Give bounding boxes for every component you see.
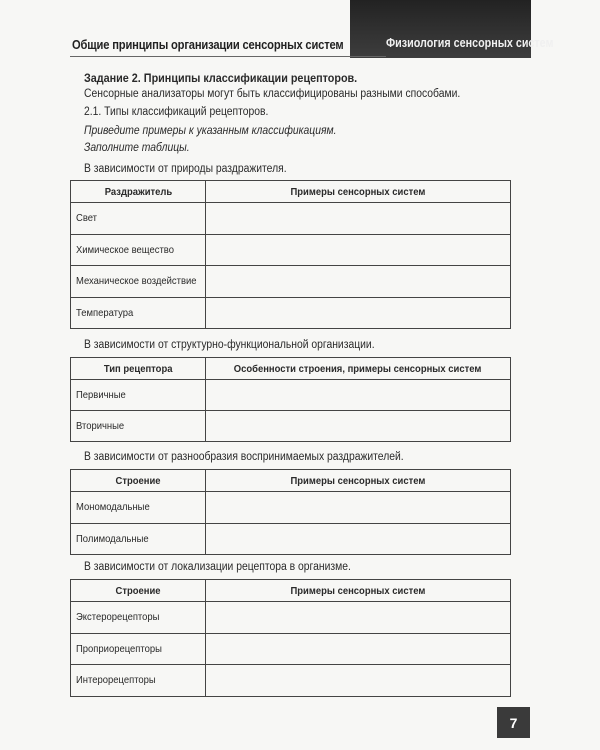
- table-row: [71, 523, 511, 555]
- table-header-cell: Строение: [71, 470, 206, 492]
- table3-caption: В зависимости от разнообразия воспринимаемых раздражителей.: [84, 451, 404, 463]
- table-row: [71, 234, 511, 266]
- table-header-cell: Примеры сенсорных систем: [206, 470, 511, 492]
- row-label: Свет: [71, 203, 206, 235]
- task-instruction-examples: Приведите примеры к указанным классификациям.: [84, 125, 337, 137]
- answer-cell[interactable]: [206, 203, 511, 235]
- table-header-cell: Особенности строения, примеры сенсорных систем: [206, 358, 511, 380]
- table-row: [71, 203, 511, 235]
- row-label: Вторичные: [71, 411, 206, 442]
- row-label: Полимодальные: [71, 523, 206, 555]
- running-header-left: Общие принципы организации сенсорных систем: [72, 37, 344, 52]
- table-header-cell: Примеры сенсорных систем: [206, 181, 511, 203]
- answer-cell[interactable]: [206, 523, 511, 555]
- running-header-right: Физиология сенсорных систем: [386, 36, 554, 50]
- answer-cell[interactable]: [206, 234, 511, 266]
- answer-cell[interactable]: [206, 266, 511, 298]
- answer-cell[interactable]: [206, 411, 511, 442]
- table-row: [71, 411, 511, 442]
- table-row: [71, 602, 511, 634]
- row-label: Химическое вещество: [71, 234, 206, 266]
- localization-table: [70, 579, 511, 697]
- task-intro: Сенсорные анализаторы могут быть классифицированы разными способами.: [84, 88, 461, 100]
- row-label: Мономодальные: [71, 492, 206, 524]
- table-row: [71, 380, 511, 411]
- table-row: [71, 297, 511, 329]
- answer-cell[interactable]: [206, 665, 511, 697]
- table-header-row: [71, 580, 511, 602]
- row-label: Проприорецепторы: [71, 633, 206, 665]
- table-header-cell: Раздражитель: [71, 181, 206, 203]
- header-rule: [70, 56, 386, 57]
- answer-cell[interactable]: [206, 633, 511, 665]
- page-number: 7: [497, 707, 530, 738]
- table-header-cell: Тип рецептора: [71, 358, 206, 380]
- structural-organization-table: [70, 357, 511, 442]
- row-label: Температура: [71, 297, 206, 329]
- table-header-row: [71, 358, 511, 380]
- table-header-cell: Примеры сенсорных систем: [206, 580, 511, 602]
- answer-cell[interactable]: [206, 380, 511, 411]
- table-header-cell: Строение: [71, 580, 206, 602]
- row-label: Механическое воздействие: [71, 266, 206, 298]
- row-label: Экстерорецепторы: [71, 602, 206, 634]
- table2-caption: В зависимости от структурно-функциональной организации.: [84, 339, 375, 351]
- modality-table: [70, 469, 511, 555]
- task-title: Задание 2. Принципы классификации рецепторов.: [84, 71, 358, 85]
- table-header-row: [71, 181, 511, 203]
- table-row: [71, 266, 511, 298]
- table-row: [71, 492, 511, 524]
- table-header-row: [71, 470, 511, 492]
- row-label: Первичные: [71, 380, 206, 411]
- table-row: [71, 633, 511, 665]
- answer-cell[interactable]: [206, 492, 511, 524]
- task-instruction-fill: Заполните таблицы.: [84, 142, 190, 154]
- table1-caption: В зависимости от природы раздражителя.: [84, 163, 287, 175]
- table-row: [71, 665, 511, 697]
- stimulus-nature-table: [70, 180, 511, 329]
- row-label: Интерорецепторы: [71, 665, 206, 697]
- task-subtitle: 2.1. Типы классификаций рецепторов.: [84, 106, 269, 118]
- answer-cell[interactable]: [206, 602, 511, 634]
- answer-cell[interactable]: [206, 297, 511, 329]
- table4-caption: В зависимости от локализации рецептора в организме.: [84, 561, 351, 573]
